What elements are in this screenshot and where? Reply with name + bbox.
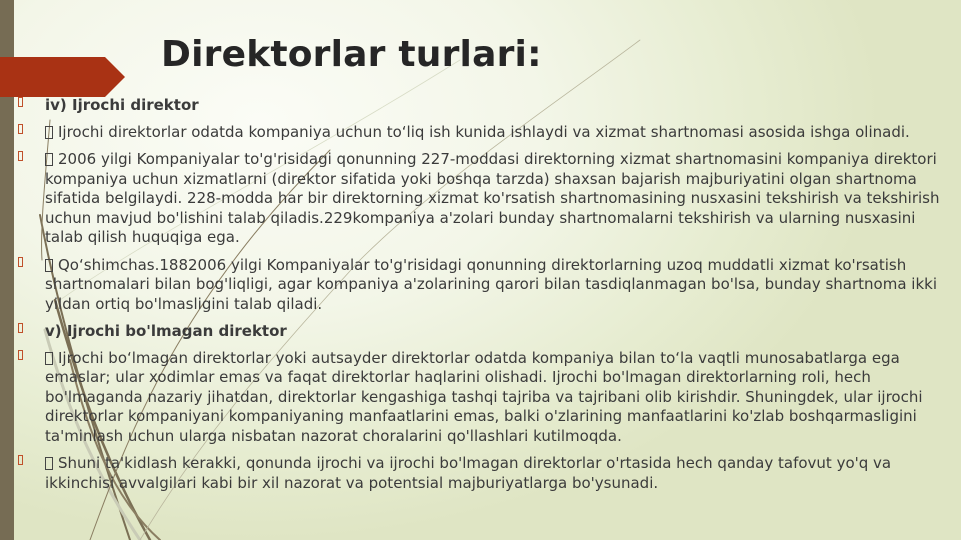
section-heading-non-executive-director — [18, 322, 954, 342]
missing-glyph-icon — [45, 457, 53, 470]
paragraph-text: Qo‘shimchas.1882006 yilgi Kompaniyalar to'g'risidagi qonunning direktorlarning uzoq muddatli xizmat ko'rsatish shartnomalari bilan bog'liqligi, agar kompaniya a'zolarining qarori bilan tasdiqlanmagan bo'lsa, bunday shartnoma ikki yildan ortiq bo'lmasligini talab qiladi. — [45, 255, 937, 313]
paragraph-text: Ijrochi bo‘lmagan direktorlar yoki autsayder direktorlar odatda kompaniya bilan to‘la vaqtli munosabatlarga ega emaslar; ular xodimlar emas va faqat direktorlar haqlarini olishadi. Ijrochi bo'lmagan direktorlarning roli, hech bo'lmaganda nazariy jihatdan, direktorlar kengashiga tashqi tajriba va tajribani olib kirishdir. Shuningdek, ular ijrochi direktorlar kompaniyani kompaniyaning manfaatlarini emas, balki o'zlarining manfaatlarini ko'zlab boshqarmasligini ta'minlash uchun ularga nisbatan nazorat choralarini qo'llashlari kutilmoqda. — [45, 348, 923, 445]
bullet-icon — [18, 151, 23, 161]
paragraph-text: Shuni ta'kidlash kerakki, qonunda ijrochi va ijrochi bo'lmagan direktorlar o'rtasida hech qanday tafovut yo'q va ikkinchisi avvalgilari kabi bir xil nazorat va potentsial majburiyatlarga bo'ysunadi. — [45, 454, 892, 492]
paragraph-no-distinction — [18, 454, 954, 493]
slide-title: Direktorlar turlari: — [161, 34, 542, 75]
paragraph-section-227 — [18, 150, 954, 248]
bullet-icon — [18, 124, 23, 134]
missing-glyph-icon — [45, 352, 53, 365]
missing-glyph-icon — [45, 126, 53, 139]
section-heading-executive-director — [18, 96, 954, 116]
title-arrow-shape — [0, 57, 125, 97]
bullet-icon — [18, 257, 23, 267]
heading-text: iv) Ijrochi direktor — [45, 96, 199, 114]
slide-content-list — [18, 96, 954, 501]
heading-text: v) Ijrochi bo'lmagan direktor — [45, 322, 287, 340]
missing-glyph-icon — [45, 259, 53, 272]
bullet-icon — [18, 455, 23, 465]
paragraph-text: Ijrochi direktorlar odatda kompaniya uchun to‘liq ish kunida ishlaydi va xizmat shartnomasi asosida ishga olinadi. — [58, 122, 910, 141]
paragraph-non-executive-role — [18, 349, 954, 447]
paragraph-text: 2006 yilgi Kompaniyalar to'g'risidagi qonunning 227-moddasi direktorning xizmat shartnomasini kompaniya direktori kompaniya uchun xizmatlarni (direktor sifatida yoki boshqa tarzda) shaxsan bajarish majburiyatini olgan shartnoma sifatida belgilaydi. 228-modda har bir direktorning xizmat ko'rsatish shartnomasining nusxasini tekshirish va tekshirish uchun mavjud bo'lishini talab qiladis.229kompaniya a'zolari bunday shartnomalarni tekshirish va ularning nusxasini talab qilish huquqiga ega. — [45, 150, 940, 246]
bullet-icon — [18, 323, 23, 333]
bullet-icon — [18, 97, 23, 107]
missing-glyph-icon — [45, 153, 53, 166]
paragraph-executive-fulltime — [18, 123, 954, 143]
paragraph-section-188 — [18, 256, 954, 315]
bullet-icon — [18, 350, 23, 360]
